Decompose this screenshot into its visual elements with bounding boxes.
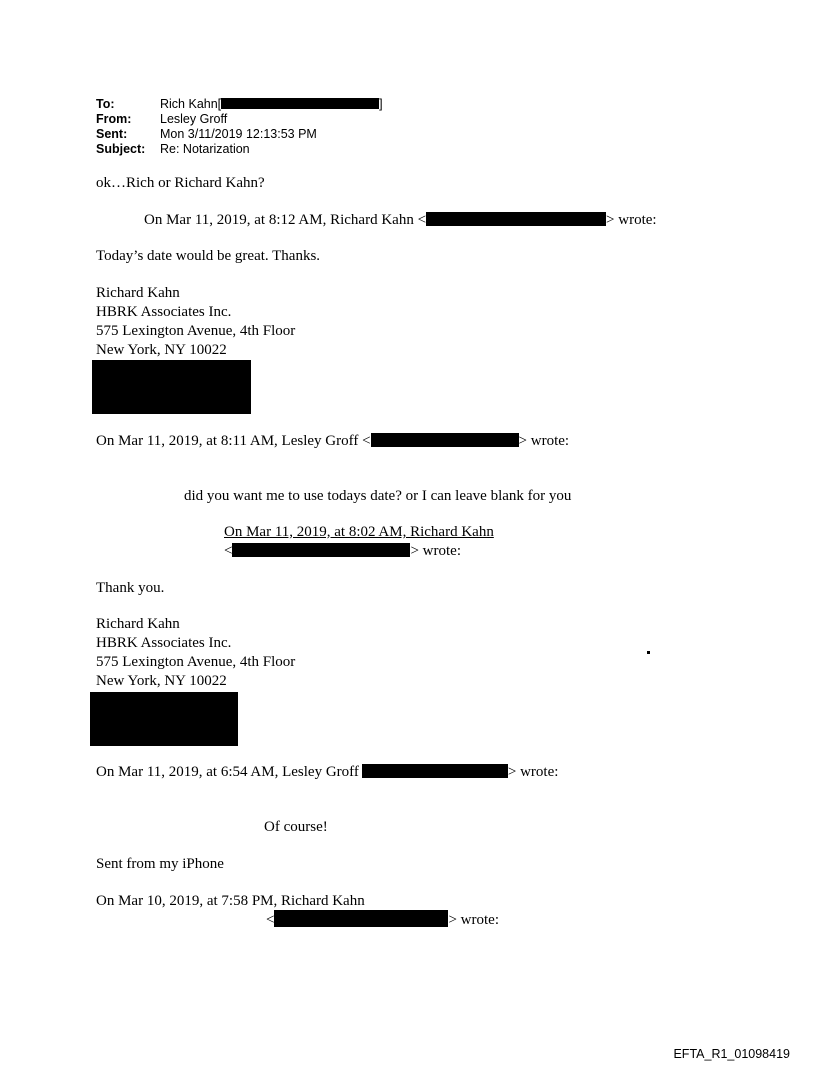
stray-mark [647, 651, 650, 654]
quote-1-suffix: > wrote: [606, 212, 657, 228]
subject-value: Re: Notarization [160, 142, 250, 156]
quote-3-line-1: On Mar 11, 2019, at 8:02 AM, Richard Kahn [224, 524, 494, 540]
document-id: EFTA_R1_01098419 [673, 1047, 790, 1061]
quote-5-line-2 [266, 910, 499, 930]
quote-3-prefix: < [224, 543, 233, 559]
redaction-block [92, 360, 251, 414]
quote-2-suffix: > wrote: [518, 433, 570, 449]
quote-4-header [96, 763, 558, 782]
sent-label: Sent: [96, 127, 128, 141]
quote-4-prefix: On Mar 11, 2019, at 6:54 AM, Lesley Groff [96, 764, 359, 780]
quote-3-line-2 [224, 542, 494, 561]
signature-block-1 [96, 284, 295, 360]
header-from-row [96, 112, 383, 127]
sig-name: Richard Kahn [96, 616, 180, 632]
subject-label: Subject: [96, 142, 146, 156]
quote-5-prefix: < [266, 912, 275, 928]
redaction-bar [371, 433, 519, 447]
quote-2-header [96, 432, 569, 451]
to-label: To: [96, 97, 115, 111]
quote-1-prefix: On Mar 11, 2019, at 8:12 AM, Richard Kahn < [144, 212, 427, 228]
sig-address: 575 Lexington Avenue, 4th Floor [96, 323, 296, 339]
from-value: Lesley Groff [160, 112, 228, 126]
header-to-row [96, 97, 383, 112]
quote-3-suffix: > wrote: [410, 543, 461, 559]
quote-3-header [224, 523, 494, 561]
body-line-5: Of course! [264, 819, 328, 835]
sig-name: Richard Kahn [96, 285, 180, 301]
body-line-1: ok…Rich or Richard Kahn? [96, 175, 265, 191]
redaction-bar [362, 764, 508, 778]
header-subject-row [96, 142, 383, 157]
quote-1-header [144, 211, 657, 230]
body-line-2: Today’s date would be great. Thanks. [96, 248, 321, 264]
signature-block-2 [96, 615, 295, 691]
body-line-3: did you want me to use todays date? or I can leave blank for you [184, 488, 572, 504]
redaction-bar [232, 543, 410, 557]
to-close: ] [379, 97, 383, 111]
header-sent-row [96, 127, 383, 142]
sig-company: HBRK Associates Inc. [96, 304, 232, 320]
redaction-block [90, 692, 238, 746]
sent-value: Mon 3/11/2019 12:13:53 PM [160, 127, 317, 141]
quote-5-line-1: On Mar 10, 2019, at 7:58 PM, Richard Kahn [96, 893, 365, 909]
redaction-bar [274, 910, 448, 927]
sig-address: 575 Lexington Avenue, 4th Floor [96, 654, 296, 670]
sig-city: New York, NY 10022 [96, 342, 227, 358]
sig-city: New York, NY 10022 [96, 673, 227, 689]
body-line-6: Sent from my iPhone [96, 856, 224, 872]
quote-2-prefix: On Mar 11, 2019, at 8:11 AM, Lesley Groff < [96, 433, 371, 449]
body-line-4: Thank you. [96, 580, 165, 596]
email-header [96, 97, 383, 157]
sig-company: HBRK Associates Inc. [96, 635, 232, 651]
redaction-bar [221, 98, 379, 109]
redaction-bar [426, 212, 606, 226]
to-value: Rich Kahn[ [160, 97, 222, 111]
from-label: From: [96, 112, 132, 126]
quote-5-suffix: > wrote: [448, 912, 499, 928]
quote-4-suffix: > wrote: [507, 764, 559, 780]
